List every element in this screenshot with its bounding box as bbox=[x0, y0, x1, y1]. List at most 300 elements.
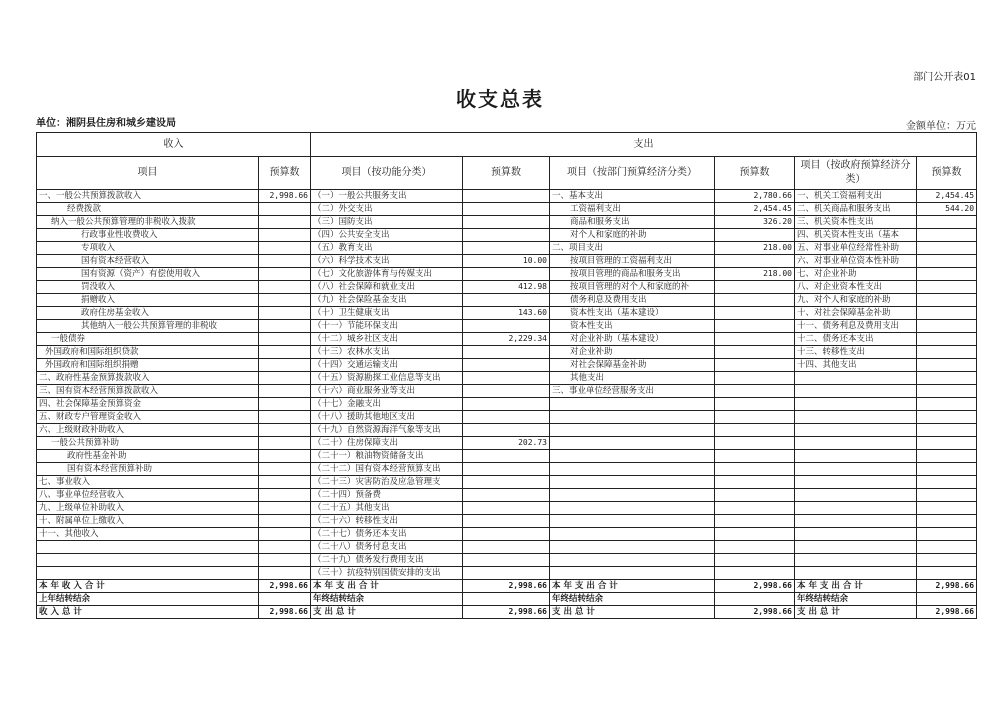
gov-amount bbox=[917, 281, 977, 294]
total-func-amount: 2,998.66 bbox=[463, 580, 550, 593]
income-item: 四、社会保障基金预算资金 bbox=[37, 398, 259, 411]
income-item: 十、附属单位上缴收入 bbox=[37, 515, 259, 528]
col-income-budget: 预算数 bbox=[259, 157, 311, 190]
econ-amount bbox=[715, 424, 795, 437]
func-amount: 143.60 bbox=[463, 307, 550, 320]
gov-item bbox=[795, 515, 917, 528]
econ-amount bbox=[715, 398, 795, 411]
income-item: 外国政府和国际组织捐赠 bbox=[37, 359, 259, 372]
col-gov-item: 项目（按政府预算经济分类） bbox=[795, 157, 917, 190]
total-row bbox=[37, 593, 977, 606]
econ-amount: 218.00 bbox=[715, 242, 795, 255]
func-amount bbox=[463, 424, 550, 437]
table-row bbox=[37, 398, 977, 411]
income-item: 政府性基金补助 bbox=[37, 450, 259, 463]
func-amount bbox=[463, 359, 550, 372]
income-item: 五、财政专户管理资金收入 bbox=[37, 411, 259, 424]
income-item: 政府住房基金收入 bbox=[37, 307, 259, 320]
gov-amount bbox=[917, 554, 977, 567]
econ-item: 按项目管理的工资福利支出 bbox=[550, 255, 715, 268]
total-econ-amount: 2,998.66 bbox=[715, 580, 795, 593]
income-item: 经费拨款 bbox=[37, 203, 259, 216]
econ-item bbox=[550, 450, 715, 463]
func-amount bbox=[463, 489, 550, 502]
total-econ-label: 支 出 总 计 bbox=[550, 606, 715, 619]
income-amount bbox=[259, 268, 311, 281]
income-item bbox=[37, 541, 259, 554]
table-row bbox=[37, 307, 977, 320]
income-amount bbox=[259, 229, 311, 242]
func-amount: 202.73 bbox=[463, 437, 550, 450]
income-amount bbox=[259, 372, 311, 385]
func-item: （八）社会保障和就业支出 bbox=[311, 281, 463, 294]
econ-amount bbox=[715, 411, 795, 424]
econ-item bbox=[550, 489, 715, 502]
table-row bbox=[37, 346, 977, 359]
func-item: （十七）金融支出 bbox=[311, 398, 463, 411]
econ-item bbox=[550, 554, 715, 567]
income-amount bbox=[259, 437, 311, 450]
income-amount bbox=[259, 463, 311, 476]
econ-item bbox=[550, 528, 715, 541]
income-amount bbox=[259, 567, 311, 580]
col-income-item: 项目 bbox=[37, 157, 259, 190]
gov-item bbox=[795, 398, 917, 411]
func-item: （二十）住房保障支出 bbox=[311, 437, 463, 450]
econ-item: 对社会保障基金补助 bbox=[550, 359, 715, 372]
func-amount bbox=[463, 294, 550, 307]
total-income-label: 本 年 收 入 合 计 bbox=[37, 580, 259, 593]
econ-item: 工资福利支出 bbox=[550, 203, 715, 216]
total-income-amount: 2,998.66 bbox=[259, 606, 311, 619]
econ-amount bbox=[715, 359, 795, 372]
total-econ-amount bbox=[715, 593, 795, 606]
total-func-label: 支 出 总 计 bbox=[311, 606, 463, 619]
income-amount bbox=[259, 502, 311, 515]
income-amount bbox=[259, 554, 311, 567]
gov-item: 九、对个人和家庭的补助 bbox=[795, 294, 917, 307]
income-item: 三、国有资本经营预算拨款收入 bbox=[37, 385, 259, 398]
gov-item bbox=[795, 424, 917, 437]
income-amount bbox=[259, 476, 311, 489]
econ-item: 其他支出 bbox=[550, 372, 715, 385]
econ-item: 对企业补助（基本建设） bbox=[550, 333, 715, 346]
table-row bbox=[37, 424, 977, 437]
func-item: （二十八）债务付息支出 bbox=[311, 541, 463, 554]
gov-amount bbox=[917, 294, 977, 307]
gov-amount bbox=[917, 372, 977, 385]
func-item: （十二）城乡社区支出 bbox=[311, 333, 463, 346]
gov-item: 十三、转移性支出 bbox=[795, 346, 917, 359]
gov-amount bbox=[917, 385, 977, 398]
gov-amount: 2,454.45 bbox=[917, 190, 977, 203]
econ-item: 资本性支出 bbox=[550, 320, 715, 333]
income-amount bbox=[259, 489, 311, 502]
unit-label: 单位：湘阴县住房和城乡建设局 bbox=[36, 118, 176, 129]
func-item: （三十）抗疫特别国债安排的支出 bbox=[311, 567, 463, 580]
income-item: 一、一般公共预算拨款收入 bbox=[37, 190, 259, 203]
func-item: （二）外交支出 bbox=[311, 203, 463, 216]
income-header: 收入 bbox=[37, 133, 311, 157]
table-row bbox=[37, 541, 977, 554]
table-row bbox=[37, 255, 977, 268]
income-amount bbox=[259, 424, 311, 437]
total-econ-label: 年终结转结余 bbox=[550, 593, 715, 606]
gov-item: 三、机关资本性支出 bbox=[795, 216, 917, 229]
income-amount bbox=[259, 385, 311, 398]
total-func-amount bbox=[463, 593, 550, 606]
func-amount bbox=[463, 463, 550, 476]
func-item: （十五）资源勘探工业信息等支出 bbox=[311, 372, 463, 385]
func-amount bbox=[463, 242, 550, 255]
func-item: （二十一）粮油物资储备支出 bbox=[311, 450, 463, 463]
amount-unit-label: 金额单位：万元 bbox=[906, 121, 976, 132]
econ-amount bbox=[715, 372, 795, 385]
gov-amount bbox=[917, 411, 977, 424]
func-amount: 2,229.34 bbox=[463, 333, 550, 346]
func-item: （二十五）其他支出 bbox=[311, 502, 463, 515]
expenditure-header: 支出 bbox=[311, 133, 977, 157]
econ-item bbox=[550, 515, 715, 528]
total-income-label: 上年结转结余 bbox=[37, 593, 259, 606]
total-income-label: 收 入 总 计 bbox=[37, 606, 259, 619]
gov-amount bbox=[917, 476, 977, 489]
income-item bbox=[37, 567, 259, 580]
total-func-label: 本 年 支 出 合 计 bbox=[311, 580, 463, 593]
summary-table bbox=[36, 132, 977, 619]
table-row bbox=[37, 437, 977, 450]
gov-amount bbox=[917, 346, 977, 359]
func-item: （二十二）国有资本经营预算支出 bbox=[311, 463, 463, 476]
func-item: （三）国防支出 bbox=[311, 216, 463, 229]
table-row bbox=[37, 281, 977, 294]
income-item: 二、政府性基金预算拨款收入 bbox=[37, 372, 259, 385]
econ-amount bbox=[715, 567, 795, 580]
gov-amount bbox=[917, 229, 977, 242]
func-amount bbox=[463, 346, 550, 359]
func-amount bbox=[463, 229, 550, 242]
gov-amount bbox=[917, 424, 977, 437]
total-econ-label: 本 年 支 出 合 计 bbox=[550, 580, 715, 593]
econ-item bbox=[550, 411, 715, 424]
income-amount bbox=[259, 203, 311, 216]
gov-amount bbox=[917, 463, 977, 476]
func-item: （五）教育支出 bbox=[311, 242, 463, 255]
func-amount bbox=[463, 450, 550, 463]
func-amount: 10.00 bbox=[463, 255, 550, 268]
income-amount: 2,998.66 bbox=[259, 190, 311, 203]
income-item: 行政事业性收费收入 bbox=[37, 229, 259, 242]
table-row bbox=[37, 359, 977, 372]
econ-amount bbox=[715, 320, 795, 333]
econ-item: 按项目管理的商品和服务支出 bbox=[550, 268, 715, 281]
func-amount bbox=[463, 528, 550, 541]
gov-item bbox=[795, 489, 917, 502]
table-row bbox=[37, 489, 977, 502]
func-amount bbox=[463, 476, 550, 489]
func-item: （十六）商业服务业等支出 bbox=[311, 385, 463, 398]
total-row bbox=[37, 606, 977, 619]
table-row bbox=[37, 411, 977, 424]
col-gov-budget: 预算数 bbox=[917, 157, 977, 190]
func-amount bbox=[463, 190, 550, 203]
gov-amount bbox=[917, 528, 977, 541]
income-item: 九、上级单位补助收入 bbox=[37, 502, 259, 515]
econ-item: 对企业补助 bbox=[550, 346, 715, 359]
econ-amount bbox=[715, 346, 795, 359]
econ-item: 三、事业单位经营服务支出 bbox=[550, 385, 715, 398]
income-item: 七、事业收入 bbox=[37, 476, 259, 489]
econ-item: 二、项目支出 bbox=[550, 242, 715, 255]
income-amount bbox=[259, 528, 311, 541]
econ-item bbox=[550, 437, 715, 450]
econ-amount bbox=[715, 463, 795, 476]
total-income-amount bbox=[259, 593, 311, 606]
econ-amount: 218.00 bbox=[715, 268, 795, 281]
gov-item bbox=[795, 528, 917, 541]
income-amount bbox=[259, 541, 311, 554]
gov-item bbox=[795, 385, 917, 398]
func-amount bbox=[463, 216, 550, 229]
gov-item: 十四、其他支出 bbox=[795, 359, 917, 372]
table-row bbox=[37, 216, 977, 229]
func-amount bbox=[463, 567, 550, 580]
gov-item bbox=[795, 450, 917, 463]
econ-item bbox=[550, 567, 715, 580]
table-row bbox=[37, 229, 977, 242]
table-row bbox=[37, 554, 977, 567]
income-amount bbox=[259, 242, 311, 255]
econ-item bbox=[550, 398, 715, 411]
econ-amount: 326.20 bbox=[715, 216, 795, 229]
income-amount bbox=[259, 359, 311, 372]
col-econ-item: 项目（按部门预算经济分类） bbox=[550, 157, 715, 190]
income-amount bbox=[259, 398, 311, 411]
income-item: 罚没收入 bbox=[37, 281, 259, 294]
econ-item bbox=[550, 502, 715, 515]
econ-amount: 2,454.45 bbox=[715, 203, 795, 216]
total-gov-label: 支 出 总 计 bbox=[795, 606, 917, 619]
total-gov-label: 本 年 支 出 合 计 bbox=[795, 580, 917, 593]
econ-amount bbox=[715, 528, 795, 541]
total-income-amount: 2,998.66 bbox=[259, 580, 311, 593]
econ-amount bbox=[715, 307, 795, 320]
income-item: 国有资源（资产）有偿使用收入 bbox=[37, 268, 259, 281]
gov-amount bbox=[917, 398, 977, 411]
income-amount bbox=[259, 255, 311, 268]
func-item: （二十四）预备费 bbox=[311, 489, 463, 502]
form-number: 部门公开表01 bbox=[913, 72, 976, 83]
func-item: （二十七）债务还本支出 bbox=[311, 528, 463, 541]
table-row bbox=[37, 515, 977, 528]
econ-amount bbox=[715, 437, 795, 450]
econ-item: 债务利息及费用支出 bbox=[550, 294, 715, 307]
total-gov-amount bbox=[917, 593, 977, 606]
func-amount bbox=[463, 398, 550, 411]
gov-item bbox=[795, 476, 917, 489]
table-row bbox=[37, 190, 977, 203]
gov-amount bbox=[917, 437, 977, 450]
func-item: （七）文化旅游体育与传媒支出 bbox=[311, 268, 463, 281]
table-row bbox=[37, 268, 977, 281]
econ-item: 商品和服务支出 bbox=[550, 216, 715, 229]
income-amount bbox=[259, 450, 311, 463]
func-item: （二十九）债务发行费用支出 bbox=[311, 554, 463, 567]
income-item: 国有资本经营收入 bbox=[37, 255, 259, 268]
econ-amount bbox=[715, 489, 795, 502]
income-item: 外国政府和国际组织贷款 bbox=[37, 346, 259, 359]
gov-amount bbox=[917, 255, 977, 268]
econ-amount bbox=[715, 255, 795, 268]
gov-item: 七、对企业补助 bbox=[795, 268, 917, 281]
econ-amount: 2,780.66 bbox=[715, 190, 795, 203]
func-amount bbox=[463, 411, 550, 424]
econ-amount bbox=[715, 476, 795, 489]
total-gov-label: 年终结转结余 bbox=[795, 593, 917, 606]
econ-amount bbox=[715, 515, 795, 528]
total-func-amount: 2,998.66 bbox=[463, 606, 550, 619]
econ-amount bbox=[715, 294, 795, 307]
gov-item: 六、对事业单位资本性补助 bbox=[795, 255, 917, 268]
table-body bbox=[37, 190, 977, 619]
econ-item: 资本性支出（基本建设） bbox=[550, 307, 715, 320]
income-amount bbox=[259, 216, 311, 229]
table-row bbox=[37, 502, 977, 515]
gov-item bbox=[795, 541, 917, 554]
table-row bbox=[37, 385, 977, 398]
func-amount bbox=[463, 203, 550, 216]
col-func-item: 项目（按功能分类） bbox=[311, 157, 463, 190]
table-row bbox=[37, 372, 977, 385]
func-item: （二十三）灾害防治及应急管理支 bbox=[311, 476, 463, 489]
income-item: 八、事业单位经营收入 bbox=[37, 489, 259, 502]
income-item: 捐赠收入 bbox=[37, 294, 259, 307]
func-item: （十一）节能环保支出 bbox=[311, 320, 463, 333]
gov-amount bbox=[917, 502, 977, 515]
gov-amount: 544.20 bbox=[917, 203, 977, 216]
gov-amount bbox=[917, 515, 977, 528]
income-item: 纳入一般公共预算管理的非税收入拨款 bbox=[37, 216, 259, 229]
table-row bbox=[37, 476, 977, 489]
table-row bbox=[37, 242, 977, 255]
econ-item: 一、基本支出 bbox=[550, 190, 715, 203]
gov-amount bbox=[917, 359, 977, 372]
econ-item bbox=[550, 541, 715, 554]
gov-item bbox=[795, 463, 917, 476]
income-amount bbox=[259, 294, 311, 307]
econ-item: 按项目管理的对个人和家庭的补 bbox=[550, 281, 715, 294]
econ-item bbox=[550, 476, 715, 489]
gov-amount bbox=[917, 216, 977, 229]
income-item: 国有资本经营预算补助 bbox=[37, 463, 259, 476]
table-row bbox=[37, 333, 977, 346]
econ-amount bbox=[715, 229, 795, 242]
func-amount bbox=[463, 320, 550, 333]
income-amount bbox=[259, 281, 311, 294]
income-amount bbox=[259, 411, 311, 424]
econ-amount bbox=[715, 541, 795, 554]
income-item: 六、上级财政补助收入 bbox=[37, 424, 259, 437]
gov-amount bbox=[917, 541, 977, 554]
econ-amount bbox=[715, 281, 795, 294]
gov-item: 十、对社会保障基金补助 bbox=[795, 307, 917, 320]
income-amount bbox=[259, 515, 311, 528]
econ-item bbox=[550, 424, 715, 437]
gov-item: 二、机关商品和服务支出 bbox=[795, 203, 917, 216]
col-func-budget: 预算数 bbox=[463, 157, 550, 190]
income-item: 一般债券 bbox=[37, 333, 259, 346]
total-econ-amount: 2,998.66 bbox=[715, 606, 795, 619]
econ-amount bbox=[715, 502, 795, 515]
total-gov-amount: 2,998.66 bbox=[917, 606, 977, 619]
func-amount bbox=[463, 385, 550, 398]
income-item bbox=[37, 554, 259, 567]
func-item: （十四）交通运输支出 bbox=[311, 359, 463, 372]
func-item: （十）卫生健康支出 bbox=[311, 307, 463, 320]
gov-item bbox=[795, 437, 917, 450]
gov-amount bbox=[917, 450, 977, 463]
gov-item: 一、机关工资福利支出 bbox=[795, 190, 917, 203]
total-row bbox=[37, 580, 977, 593]
table-row bbox=[37, 528, 977, 541]
gov-amount bbox=[917, 567, 977, 580]
total-func-label: 年终结转结余 bbox=[311, 593, 463, 606]
gov-item: 八、对企业资本性支出 bbox=[795, 281, 917, 294]
func-item: （一）一般公共服务支出 bbox=[311, 190, 463, 203]
func-item: （十八）援助其他地区支出 bbox=[311, 411, 463, 424]
econ-item bbox=[550, 463, 715, 476]
econ-amount bbox=[715, 450, 795, 463]
income-item: 一般公共预算补助 bbox=[37, 437, 259, 450]
econ-amount bbox=[715, 385, 795, 398]
gov-item bbox=[795, 502, 917, 515]
income-item: 其他纳入一般公共预算管理的非税收 bbox=[37, 320, 259, 333]
table-row bbox=[37, 567, 977, 580]
gov-item: 十一、债务利息及费用支出 bbox=[795, 320, 917, 333]
gov-amount bbox=[917, 320, 977, 333]
func-amount bbox=[463, 268, 550, 281]
gov-item bbox=[795, 554, 917, 567]
func-amount bbox=[463, 541, 550, 554]
table-row bbox=[37, 463, 977, 476]
income-item: 十一、其他收入 bbox=[37, 528, 259, 541]
income-amount bbox=[259, 333, 311, 346]
total-gov-amount: 2,998.66 bbox=[917, 580, 977, 593]
gov-item bbox=[795, 567, 917, 580]
econ-amount bbox=[715, 333, 795, 346]
func-item: （二十六）转移性支出 bbox=[311, 515, 463, 528]
income-amount bbox=[259, 320, 311, 333]
gov-amount bbox=[917, 242, 977, 255]
gov-item bbox=[795, 411, 917, 424]
gov-amount bbox=[917, 307, 977, 320]
gov-amount bbox=[917, 268, 977, 281]
func-amount: 412.98 bbox=[463, 281, 550, 294]
income-item: 专项收入 bbox=[37, 242, 259, 255]
gov-item: 五、对事业单位经常性补助 bbox=[795, 242, 917, 255]
gov-item: 十二、债务还本支出 bbox=[795, 333, 917, 346]
func-item: （十三）农林水支出 bbox=[311, 346, 463, 359]
income-amount bbox=[259, 307, 311, 320]
gov-amount bbox=[917, 333, 977, 346]
table-row bbox=[37, 203, 977, 216]
func-amount bbox=[463, 372, 550, 385]
econ-amount bbox=[715, 554, 795, 567]
func-item: （六）科学技术支出 bbox=[311, 255, 463, 268]
table-row bbox=[37, 294, 977, 307]
func-amount bbox=[463, 502, 550, 515]
func-item: （四）公共安全支出 bbox=[311, 229, 463, 242]
